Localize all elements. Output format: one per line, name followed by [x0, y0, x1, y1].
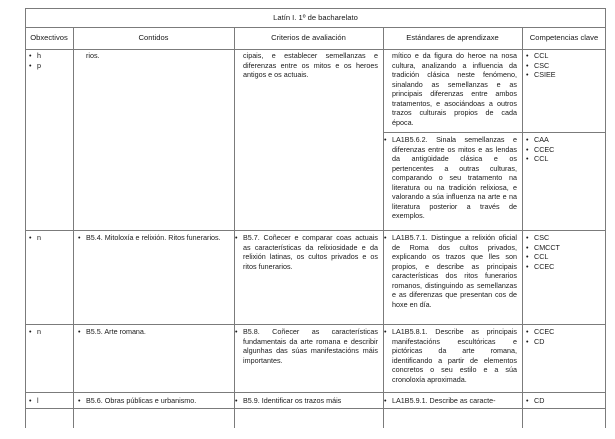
- header-competencias: Competencias clave: [529, 33, 599, 42]
- competency-item: • CCEC: [526, 327, 604, 337]
- competency-item: • CCEC: [526, 145, 604, 155]
- row4-contidos: • B5.6. Obras públicas e urbanismo.: [86, 396, 228, 406]
- row3-contidos: • B5.5. Arte romana.: [86, 327, 228, 337]
- competency-item: • CSIEE: [526, 70, 604, 80]
- objective-item: • p: [29, 61, 69, 71]
- competency-item: • CCEC: [526, 262, 604, 272]
- competency-item: • CSC: [526, 61, 604, 71]
- table-title: Latín I. 1º de bacharelato: [273, 13, 358, 22]
- curriculum-table: [25, 8, 606, 428]
- objective-item: • n: [29, 233, 69, 243]
- row2-contidos: • B5.4. Mitoloxía e relixión. Ritos funerarios.: [86, 233, 228, 243]
- row1-criterios: cipais, e establecer semellanzas e diferenzas entre os mitos e os heroes antigos e os actuais.: [243, 51, 378, 79]
- row2-estandar-1: • LA1B5.7.1. Distingue a relixión oficial de Roma dos cultos privados, explicando os trazos que lles son propios, e describe as principais características dos ritos funerarios romanos, distinguindo as semellanzas e as diferenzas que presentan cos de hoxe en día.: [392, 233, 517, 309]
- row4-obxectivos: [29, 396, 69, 406]
- competency-item: • CMCCT: [526, 243, 604, 253]
- row1-estandar-1: mítico e da figura do heroe na nosa cultura, analizando a influencia da tradición clásica neste fenómeno, sinalando as semellanzas e as principais diferenzas entre ambos tratamentos, e asociándoas a outros trazos culturais propios de cada época.: [392, 51, 517, 127]
- row4-estandar-1: • LA1B5.9.1. Describe as caracte-: [392, 396, 520, 406]
- header-obxectivos: Obxectivos: [30, 33, 68, 42]
- competency-item: • CAA: [526, 135, 604, 145]
- row1-estandar-2: • LA1B5.6.2. Sinala semellanzas e diferenzas entre os mitos e as lendas da antigüidade clásica e os pertencentes a outras culturas, comparando o seu tratamento na literatura ou na tradición relixiosa, e valorando a súa influenza na arte e na literatura posterior a través de exemplos.: [392, 135, 517, 221]
- header-contidos: Contidos: [138, 33, 169, 42]
- row4-criterios: • B5.9. Identificar os trazos máis: [243, 396, 378, 406]
- row4-competencias: [526, 396, 604, 406]
- row3-competencias: [526, 327, 604, 346]
- header-criterios: Criterios de avaliación: [271, 33, 346, 42]
- competency-item: • CD: [526, 396, 604, 406]
- competency-item: • CSC: [526, 233, 604, 243]
- objective-item: • l: [29, 396, 69, 406]
- row1-competencias-2: [526, 135, 604, 164]
- objective-item: • n: [29, 327, 69, 337]
- row3-obxectivos: [29, 327, 69, 337]
- row2-competencias: [526, 233, 604, 271]
- competency-item: • CCL: [526, 154, 604, 164]
- competency-item: • CCL: [526, 252, 604, 262]
- competency-item: • CCL: [526, 51, 604, 61]
- row1-obxectivos: [29, 51, 69, 70]
- row1-contidos: rios.: [86, 51, 100, 60]
- row3-criterios: • B5.8. Coñecer as características fundamentais da arte romana e describir algunhas das súas manifestacións máis importantes.: [243, 327, 378, 365]
- row1-competencias-1: [526, 51, 604, 80]
- competency-item: • CD: [526, 337, 604, 347]
- row2-obxectivos: [29, 233, 69, 243]
- row2-criterios: • B5.7. Coñecer e comparar coas actuais as características da relixiosidade e da relixión latinas, os cultos privados e os ritos funerarios.: [243, 233, 378, 271]
- objective-item: • h: [29, 51, 69, 61]
- header-estandares: Estándares de aprendizaxe: [406, 33, 499, 42]
- row3-estandar-1: • LA1B5.8.1. Describe as principais manifestacións escultóricas e pictóricas da arte romana, identificando a partir de elementos concretos o seu estilo e a súa cronoloxía aproximada.: [392, 327, 517, 384]
